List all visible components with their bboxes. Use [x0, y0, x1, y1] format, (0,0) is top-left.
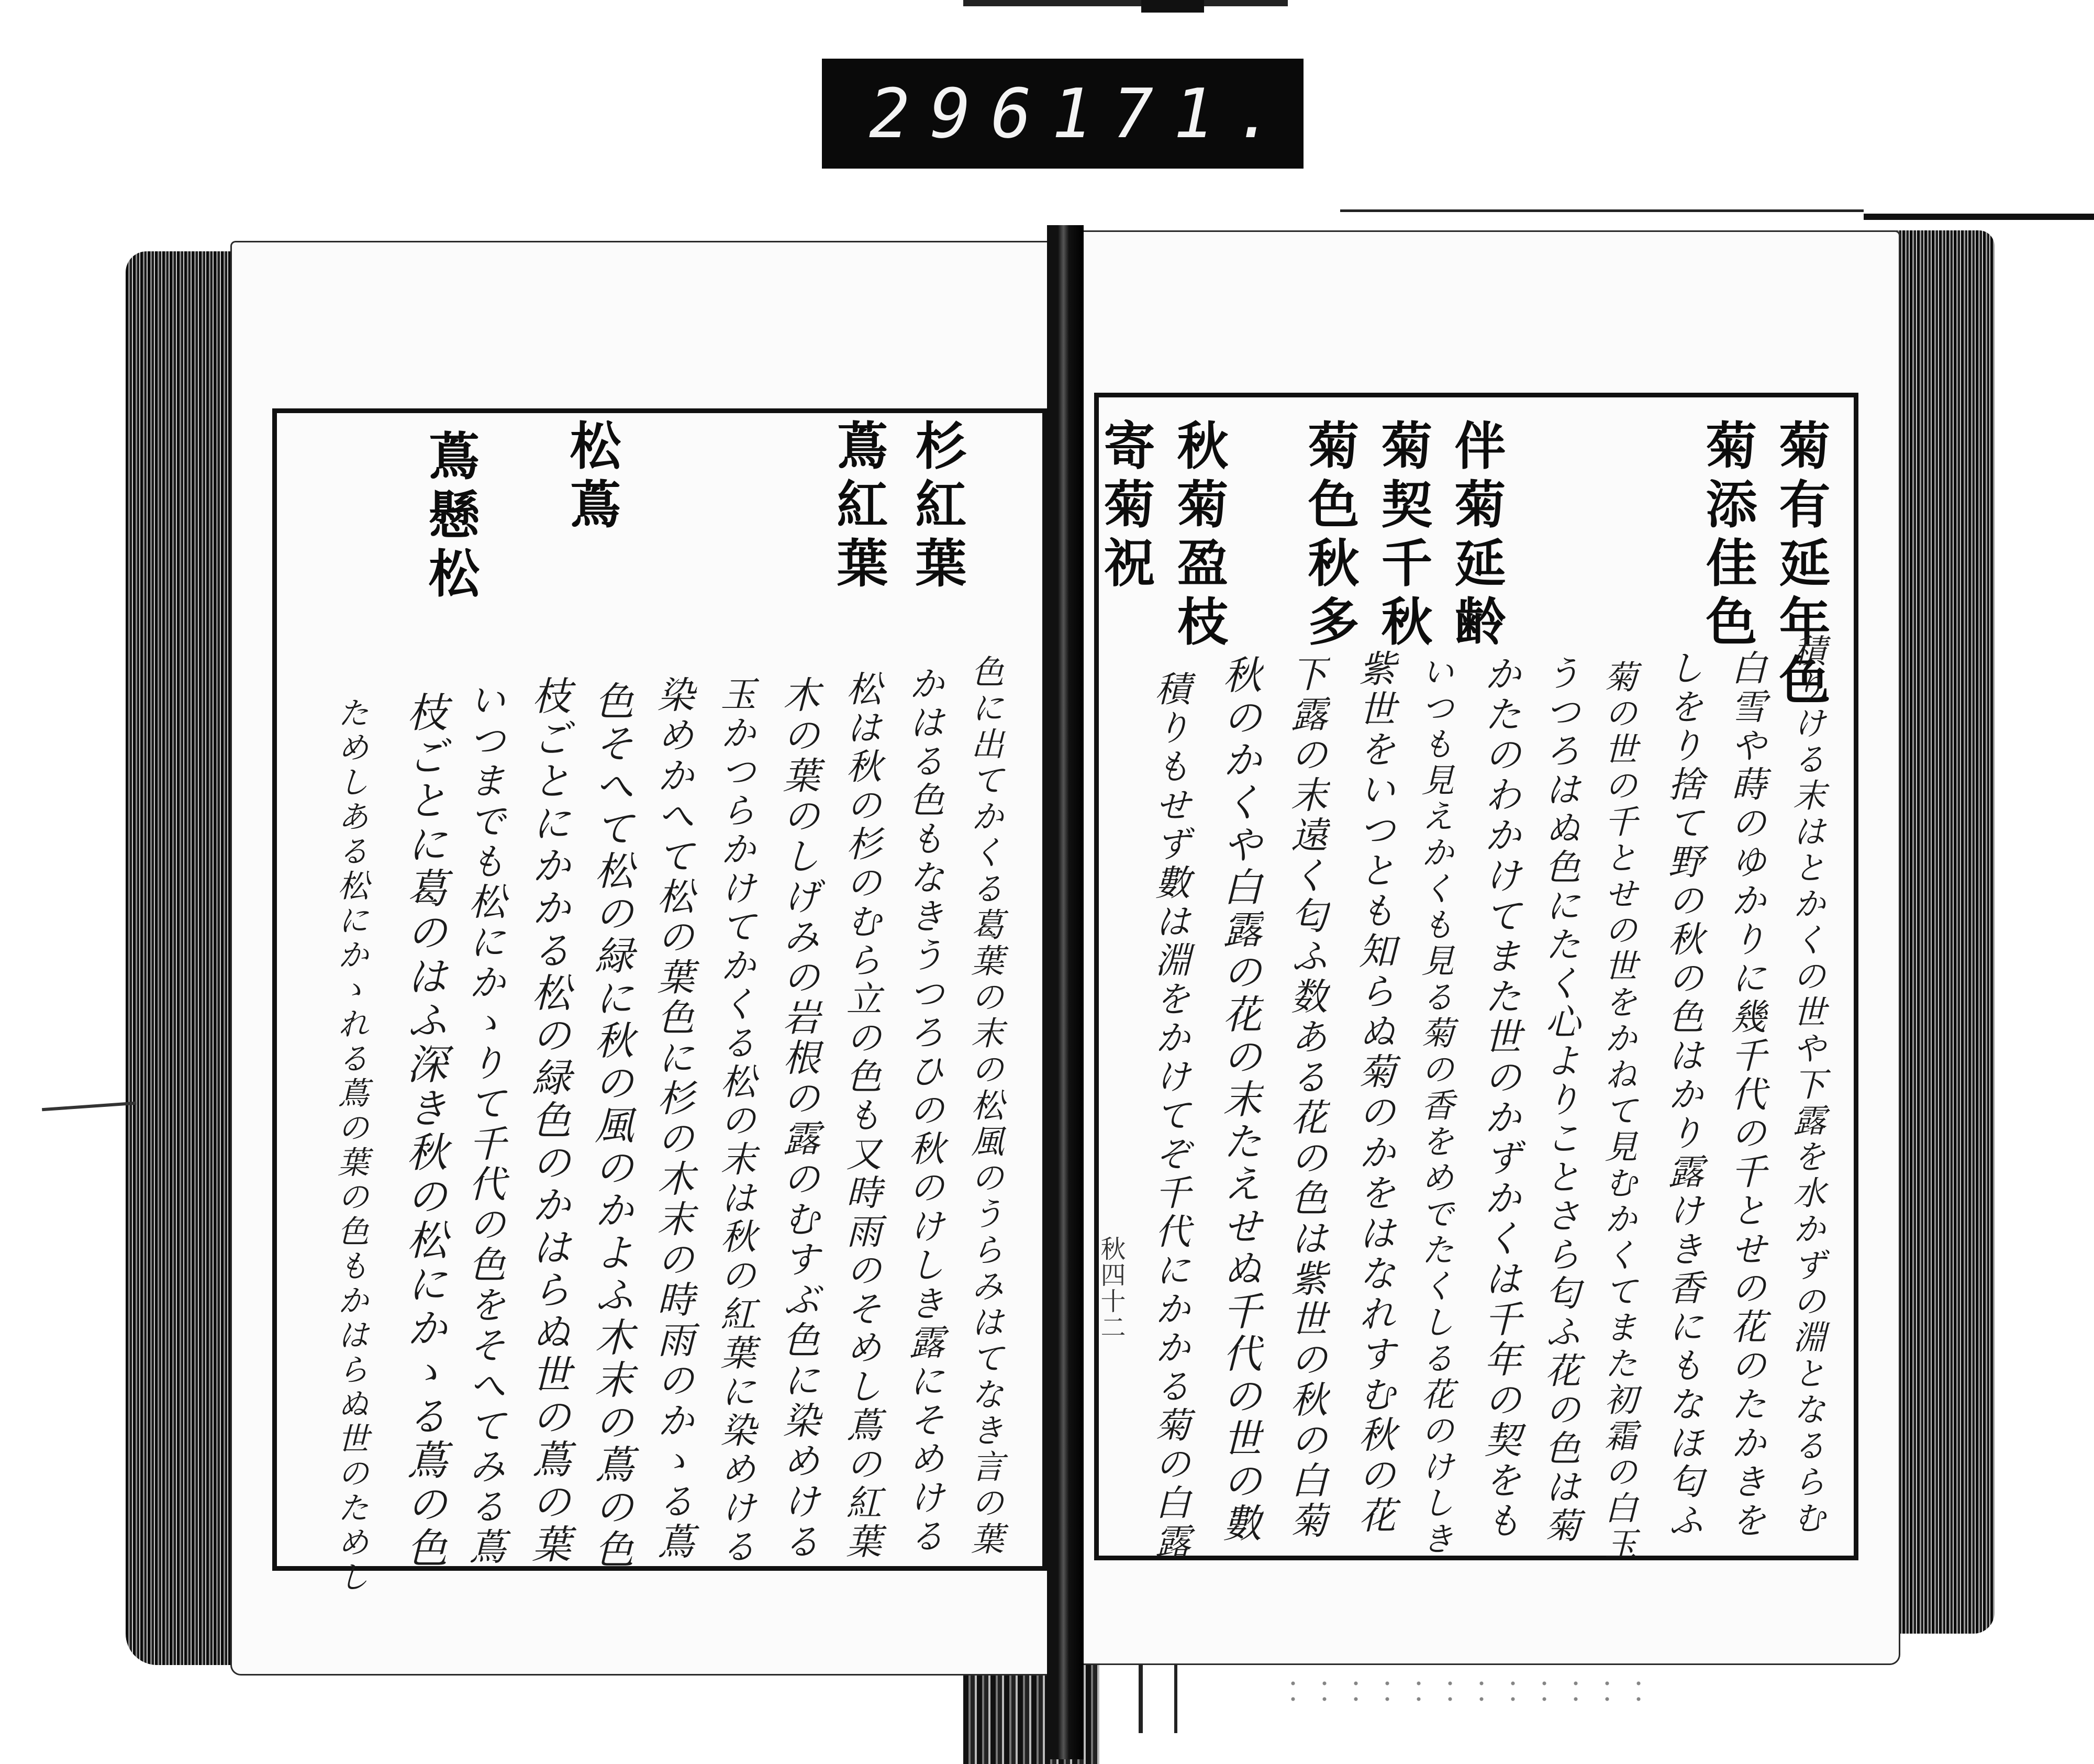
right-body-col-11: 積りもせず數は淵をかけてぞ千代にかかる菊の白露 [1149, 670, 1190, 1561]
left-body-col-9: いつまでも松にかゝりて千代の色をそへてみる蔦 [463, 681, 506, 1568]
right-heading-2: 菊添佳色 [1697, 419, 1757, 653]
right-heading-1: 菊有延年色 [1770, 419, 1831, 712]
left-heading-1: 杉紅葉 [907, 419, 967, 595]
left-body-col-2: かはる色もなきうつろひの秋のけしき露にそめける [903, 665, 944, 1556]
left-body-col-8: 枝ごとにかかる松の緑色のかはらぬ世の蔦の葉 [526, 675, 572, 1566]
right-body-col-10: 秋のかくや白露の花の末たえせぬ千代の世の數 [1217, 654, 1263, 1545]
right-body-col-4: 菊の世の千とせの世をかねて見むかくてまた初霜の白玉 [1599, 660, 1638, 1563]
left-body-col-4: 木の葉のしげみの岩根の露のむすぶ色に染めける [777, 675, 820, 1562]
bottom-specks [1277, 1676, 1654, 1707]
scan-rule-line [1340, 209, 1864, 212]
right-body-col-7: いつも見えかくも見る菊の香をめでたくしる花のけしき [1416, 654, 1454, 1558]
right-body-col-9: 下露の末遠く匂ふ数ある花の色は紫世の秋の白菊 [1285, 654, 1328, 1541]
scan-number-label [822, 59, 1304, 169]
top-edge-smudge [963, 0, 1288, 6]
left-body-col-3: 松は秋の杉のむら立の色も又時雨のそめし蔦の紅葉 [840, 670, 882, 1561]
left-body-col-11: ためしある松にかゝれる蔦の葉の色もかはらぬ世のためし [332, 696, 369, 1595]
right-body-col-3: しをり捨て野の秋の色はかり露けき香にもなほ匂ふ [1662, 649, 1703, 1540]
left-heading-3: 松蔦 [561, 419, 621, 536]
scan-right-number: 171. [1051, 74, 1295, 153]
left-body-col-10: 枝ごとに葛のはふ深き秋の松にかゝる蔦の色 [400, 691, 447, 1571]
left-body-col-1: 色に出てかくる葛葉の末の松風のうらみはてなき言の葉 [966, 654, 1004, 1558]
right-body-col-5: うつろはぬ色にたく心よりことさら匂ふ花の色は菊 [1539, 654, 1580, 1546]
right-body-col-1: 積りける末はとかくの世や下露を水かずの淵となるらむ [1788, 634, 1826, 1537]
right-heading-5: 菊色秋多 [1299, 419, 1360, 653]
right-body-col-6: かたのわかけてまた世のかずかくは千年の契をも [1478, 654, 1522, 1541]
left-body-col-7: 色そへて松の緑に秋の風のかよふ木末の蔦の色 [588, 681, 634, 1571]
left-body-col-6: 染めかへて松の葉色に杉の木末の時雨のかゝる蔦 [651, 675, 695, 1562]
left-body-col-5: 玉かつらかけてかくる松の末は秋の紅葉に染めける [715, 675, 756, 1567]
right-heading-7: 寄菊祝 [1095, 419, 1155, 595]
book-left-edge [126, 251, 241, 1665]
folio-number: 秋四十二 [1096, 1236, 1126, 1340]
scan-left-number: 296 [869, 74, 1052, 153]
book-gutter [1047, 225, 1084, 1759]
left-heading-2: 蔦紅葉 [828, 419, 888, 595]
top-edge-mark [1141, 0, 1204, 13]
right-body-col-8: 紫世をいつとも知らぬ菊のかをはなれすむ秋の花 [1353, 649, 1396, 1536]
frayed-edge [42, 1102, 136, 1112]
right-heading-4: 菊契千秋 [1373, 419, 1433, 653]
right-heading-6: 秋菊盈枝 [1168, 419, 1229, 653]
left-heading-4: 蔦懸松 [420, 429, 480, 605]
right-heading-3: 伴菊延齢 [1446, 419, 1506, 653]
book-right-edge [1895, 230, 1995, 1634]
right-body-col-2: 白雪や蒔のゆかりに幾千代の千とせの花のたかきを [1725, 649, 1766, 1540]
scan-rule-bar [1864, 214, 2094, 220]
